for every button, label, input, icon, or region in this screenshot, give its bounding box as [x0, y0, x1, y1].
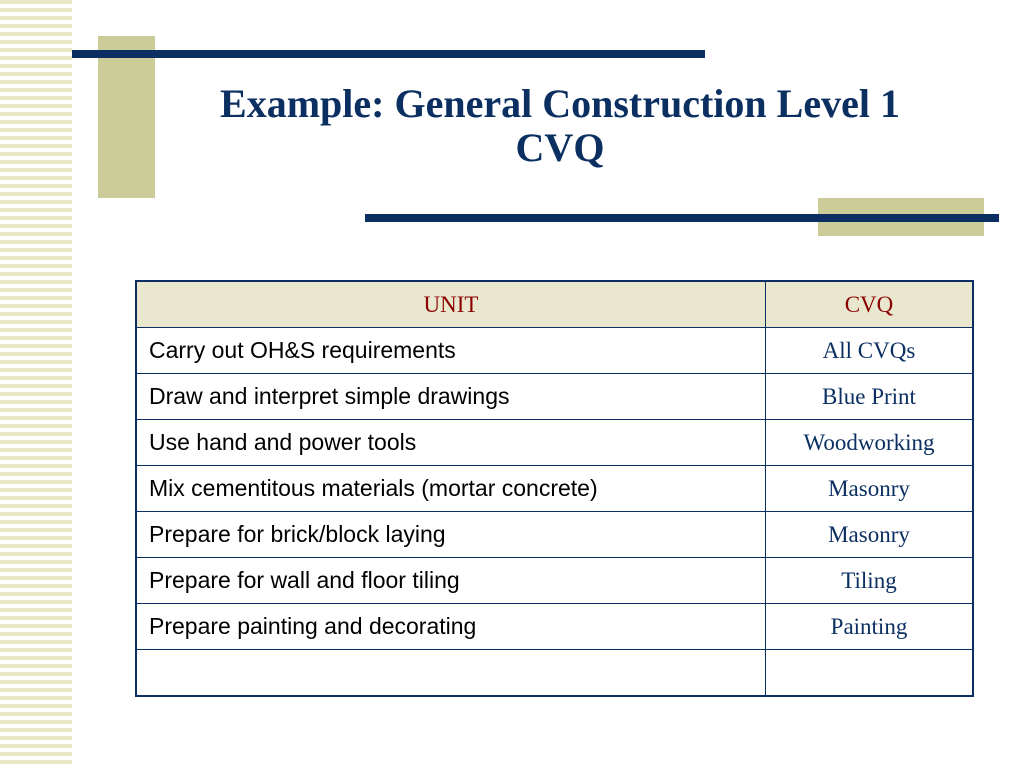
top-title-rule	[72, 50, 705, 58]
table-row	[136, 558, 973, 604]
unit-cell: Carry out OH&S requirements	[136, 328, 766, 374]
table-row	[136, 466, 973, 512]
unit-cell: Use hand and power tools	[136, 420, 766, 466]
unit-cell: Prepare for brick/block laying	[136, 512, 766, 558]
unit-column-header: UNIT	[136, 281, 766, 328]
bottom-title-rule	[365, 214, 999, 222]
cvq-cell: All CVQs	[766, 328, 974, 374]
table-row	[136, 420, 973, 466]
slide-title-line-1: Example: General Construction Level 1	[220, 81, 900, 126]
unit-cell: Draw and interpret simple drawings	[136, 374, 766, 420]
cvq-cell: Masonry	[766, 512, 974, 558]
left-stripe-decoration	[0, 0, 72, 768]
unit-cvq-table	[135, 280, 974, 697]
cvq-column-header: CVQ	[766, 281, 974, 328]
table-row	[136, 604, 973, 650]
table-row	[136, 512, 973, 558]
cvq-cell: Painting	[766, 604, 974, 650]
cvq-cell: Woodworking	[766, 420, 974, 466]
slide-title	[160, 82, 960, 170]
slide-title-line-2: CVQ	[515, 125, 605, 170]
cvq-cell: Blue Print	[766, 374, 974, 420]
unit-cell: Mix cementitous materials (mortar concrete)	[136, 466, 766, 512]
table-header-row	[136, 281, 973, 328]
unit-cell: Prepare painting and decorating	[136, 604, 766, 650]
unit-cell	[136, 650, 766, 697]
table-row	[136, 650, 973, 697]
table-row	[136, 374, 973, 420]
cvq-cell	[766, 650, 974, 697]
cvq-cell: Tiling	[766, 558, 974, 604]
cvq-cell: Masonry	[766, 466, 974, 512]
table-row	[136, 328, 973, 374]
unit-cell: Prepare for wall and floor tiling	[136, 558, 766, 604]
top-left-accent-block	[98, 36, 155, 198]
